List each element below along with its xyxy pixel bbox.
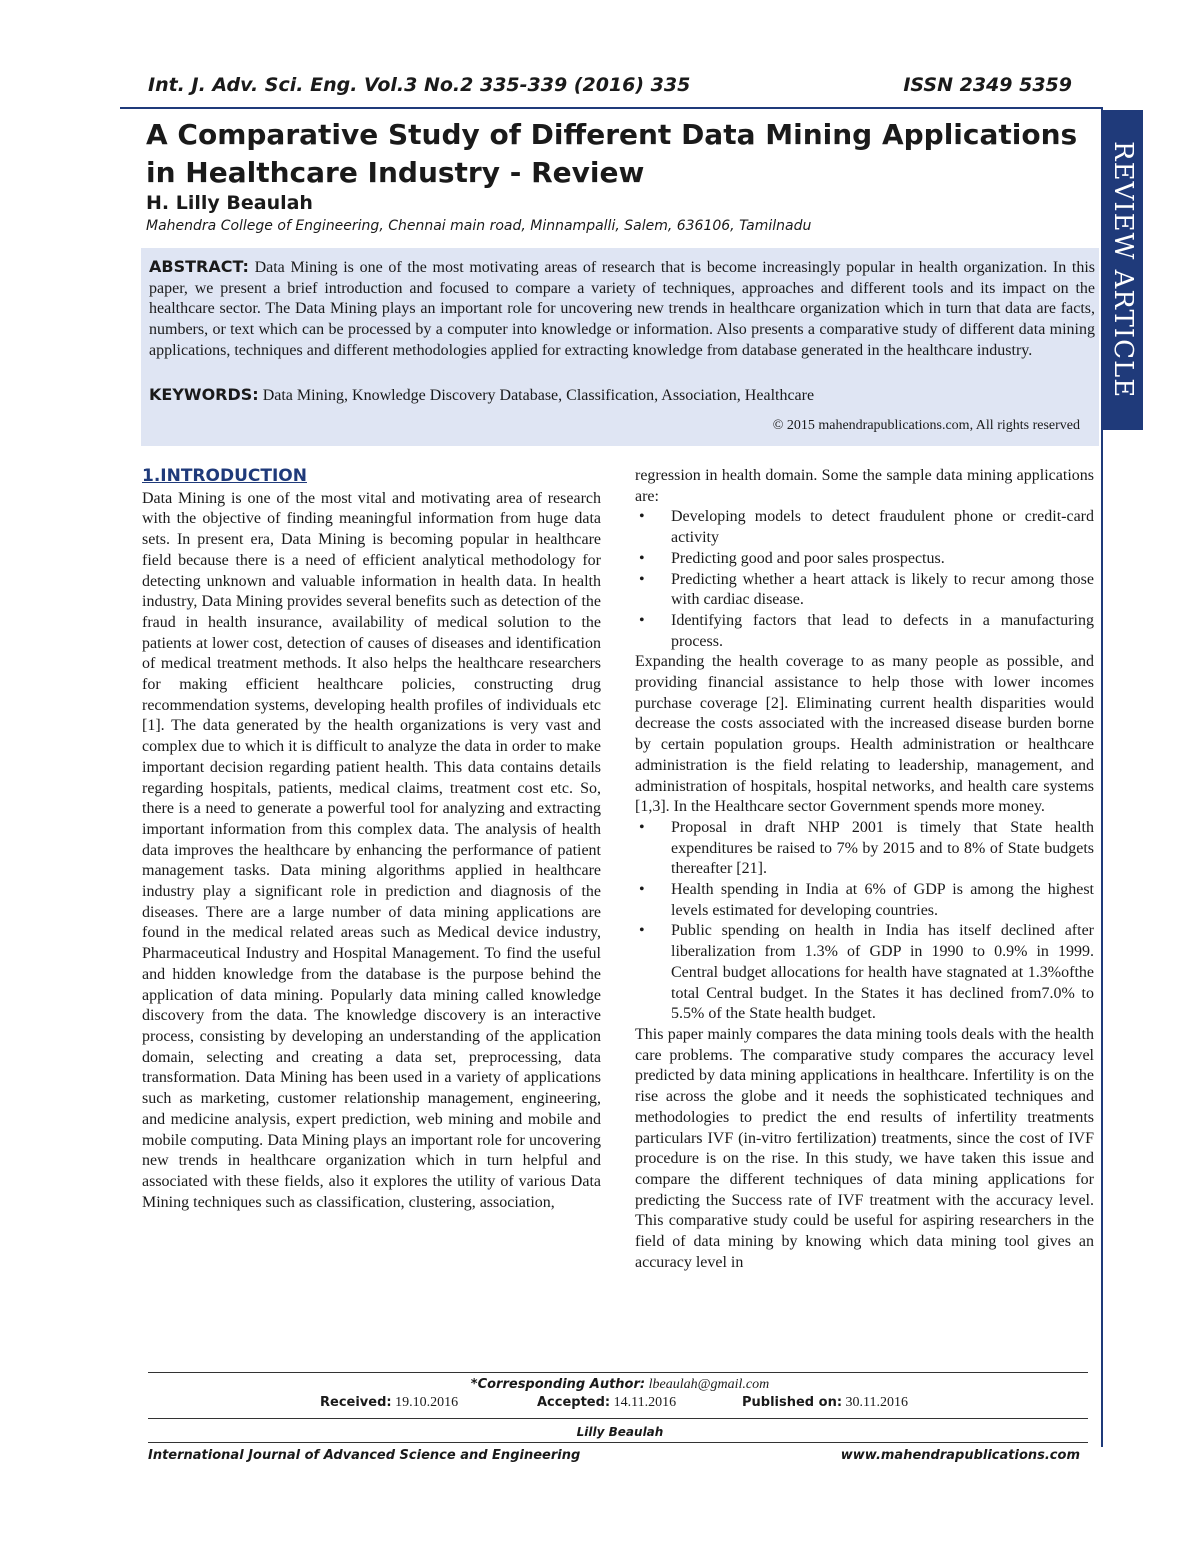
published-date: Published on: 30.11.2016 [742,1395,909,1410]
issn: ISSN 2349 5359 [903,74,1072,96]
list-item: • Public spending on health in India has itself declined after liberalization from 1.3% of GDP in 1990 to 0.9% in 1999. Central budget allocations for health have stagnated at 1.3%ofthe total Central budget. In the States it has declined from7.0% to 5.5% of the State health budget. [639,922,1094,1023]
received-date: Received: 19.10.2016 [320,1395,459,1410]
author-name: H. Lilly Beaulah [146,192,313,214]
intro-paragraph: Data Mining is one of the most vital and motivating area of research with the objective of finding meaningful information from huge data sets. In present era, Data Mining is becoming popular in healthcare field because there is a need of efficient analytical methodology for detecting unknown and valuable information in health data. In health industry, Data Mining provides several benefits such as detection of the fraud in health insurance, availability of medical solution to the patients at lower cost, detection of causes of diseases and identification of medical treatment methods. It also helps the healthcare researchers for making efficient healthcare policies, constructing drug recommendation systems, developing health profiles of individuals etc [1]. The data generated by the health organizations is very vast and complex due to which it is difficult to analyze the data in order to make important decision regarding patient health. This data contains details regarding hospitals, patients, medical claims, treatment cost etc. So, there is a need to generate a powerful tool for analyzing and extracting important information from this complex data. The analysis of health data improves the healthcare by enhancing the performance of patient management tasks. Data mining algorithms applied in healthcare industry play a significant role in prediction and diagnosis of the diseases. There are a large number of data mining applications are found in the medical related areas such as Medical device industry, Pharmaceutical Industry and Hospital Management. To find the useful and hidden knowledge from the database is the purpose behind the application of data mining. Popularly data mining called knowledge discovery from the data. The knowledge discovery is an interactive process, consisting by developing an understanding of the application domain, selecting and creating a data set, preprocessing, data transformation. Data Mining has been used in a variety of applications such as marketing, customer relationship management, engineering, and medicine analysis, expert prediction, web mining and mobile and mobile computing. Data Mining plays an important role for uncovering new trends in healthcare organization which in turn helpful and associated with these fields, also it explores the utility of various Data Mining techniques such as classification, clustering, association, [142,489,601,1211]
column-right [635,466,1094,1273]
col2-paragraph-2: Expanding the health coverage to as many people as possible, and providing financial assistance to help those with lower incomes purchase coverage [2]. Eliminating current health disparities would decrease the costs associated with the increased disease burden borne by certain population groups. Health administration or healthcare administration is the field relating to leadership, management, and administration of hospitals, hospital networks, and health care systems [1,3]. In the Healthcare sector Government spends more money. [635,653,1094,816]
col2-intro: regression in health domain. Some the sample data mining applications are: [635,467,1094,505]
journal-name: International Journal of Advanced Science and Engineering [148,1448,581,1463]
corresponding-email[interactable]: lbeaulah@gmail.com [648,1377,770,1392]
paper-title: A Comparative Study of Different Data Mining Applications in Healthcare Industry - Review [146,118,1078,189]
journal-citation: Int. J. Adv. Sci. Eng. Vol.3 No.2 335-339 (2016) 335 [148,74,691,96]
list-item: • Developing models to detect fraudulent phone or credit-card activity [639,508,1094,547]
keywords-label: KEYWORDS: [149,385,259,404]
list-item: • Predicting good and poor sales prospectus. [639,549,945,567]
list-item: • Proposal in draft NHP 2001 is timely that State health expenditures be raised to 7% by 2015 and to 8% of State budgets thereafter [21]. [639,818,1094,878]
spending-list [635,818,1094,1025]
running-author: Lilly Beaulah [576,1425,664,1439]
abstract [149,257,1095,362]
review-article-label: REVIEW ARTICLE [1108,141,1138,399]
list-item: • Predicting whether a heart attack is likely to recur among those with cardiac disease. [639,570,1094,609]
applications-list [635,507,1094,652]
abstract-label: ABSTRACT: [149,257,249,276]
accepted-date: Accepted: 14.11.2016 [537,1395,677,1410]
list-item: • Health spending in India at 6% of GDP is among the highest levels estimated for developing countries. [639,881,1094,919]
footer-rule [148,1418,1088,1419]
footer-rule [148,1442,1088,1443]
footer-rule [148,1372,1088,1373]
keywords-text: Data Mining, Knowledge Discovery Database, Classification, Association, Healthcare [262,387,815,404]
list-item: • Identifying factors that lead to defects in a manufacturing process. [639,611,1094,650]
section-heading: 1.INTRODUCTION [142,466,307,486]
keywords [149,384,1095,406]
affiliation: Mahendra College of Engineering, Chennai main road, Minnampalli, Salem, 636106, Tamilnadu [146,218,812,234]
corresponding-author: *Corresponding Author: lbeaulah@gmail.com [470,1377,770,1392]
col2-paragraph-3: This paper mainly compares the data mining tools deals with the health care problems. The comparative study compares the accuracy level predicted by data mining applications in healthcare. Infertility is on the rise across the globe and it needs the sophisticated techniques and methodologies to predict the end results of infertility treatments particulars IVF (in-vitro fertilization) treatments, since the cost of IVF procedure is on the rise. In this study, we have taken this issue and compare the different techniques of data mining applications for predicting the Success rate of IVF treatment with the accuracy level. This comparative study could be useful for aspiring researchers in the field of data mining by knowing which data mining tool gives an accuracy level in [635,1025,1094,1271]
website-link[interactable]: www.mahendrapublications.com [840,1448,1080,1463]
column-left [142,466,601,1213]
header-rule [120,107,1102,109]
abstract-text: Data Mining is one of the most motivating areas of research that is become increasingly popular in health organization. In this paper, we present a brief introduction and focused to compare a variety of techniques, approaches and different tools and its impact on the healthcare sector. The Data Mining plays an important role for uncovering new trends in healthcare organization which in turn that data are facts, numbers, or text which can be processed by a computer into knowledge or information. Also presents a comparative study of different data mining applications, techniques and different methodologies applied for extracting knowledge from database generated in the healthcare industry. [149,259,1095,359]
copyright: © 2015 mahendrapublications.com, All rights reserved [772,418,1080,433]
